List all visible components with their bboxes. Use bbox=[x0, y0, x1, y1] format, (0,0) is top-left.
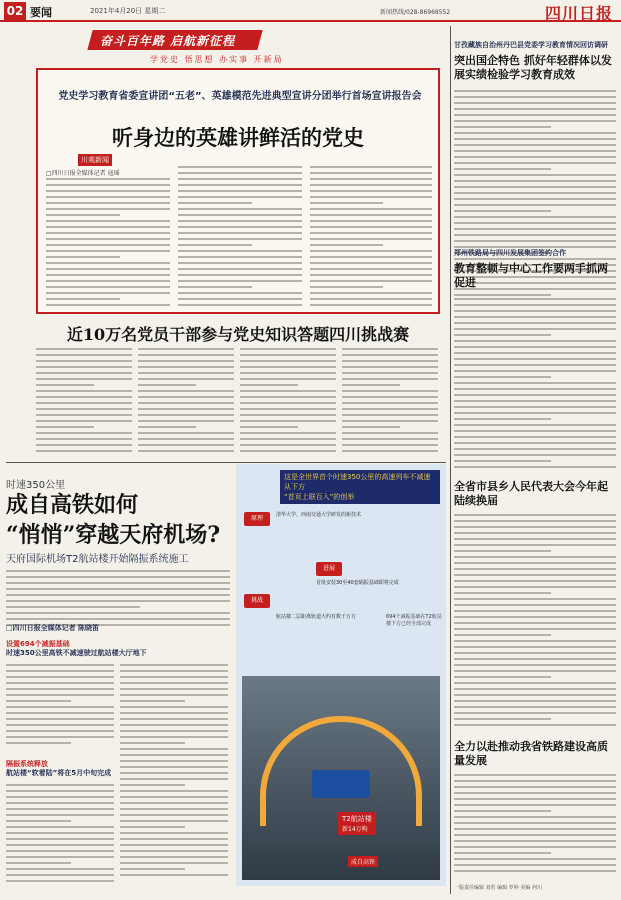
editor-credits: 一版责任编辑 刘若 编辑 罗婷 美编 何川 bbox=[454, 885, 542, 891]
second-body-col-3 bbox=[240, 348, 336, 456]
feature-tag: 川观新闻 bbox=[78, 154, 112, 166]
right-story-2-body bbox=[454, 298, 616, 472]
masthead bbox=[0, 0, 621, 22]
right-story-2-kicker: 郑州铁路局与四川发展集团签约合作 bbox=[454, 249, 566, 257]
lower-headline-line-2: “悄悄”穿越天府机场? bbox=[6, 522, 221, 548]
dateline: 2021年4月20日 星期二 bbox=[90, 7, 166, 15]
infographic-side-caption: 694个减振基础在T2航站楼下方已经全部完成 bbox=[386, 614, 442, 627]
node-challenge-text: 航站楼二层距离轨道大约有数千万方 bbox=[276, 614, 357, 620]
feature-kicker: 党史学习教育省委宣讲团“五老”、英雄模范先进典型宣讲分团举行首场宣讲报告会 bbox=[58, 91, 422, 102]
newspaper-logo: 四川日报 bbox=[544, 4, 613, 23]
infographic-banner: 这是全世界首个时速350公里的高速列车不减速从下方 “首页上联百入”的创举 bbox=[280, 470, 440, 504]
subhead-2: 隔振系统释放 航站楼“软着陆”将在5月中旬完成 bbox=[6, 760, 112, 777]
subhead-1: 设置694个减振基础 时速350公里高铁不减速驶过航站楼大厅地下 bbox=[6, 640, 147, 657]
right-story-4-body bbox=[454, 774, 616, 876]
feature-body-col-1 bbox=[46, 178, 170, 310]
right-story-3-body bbox=[454, 514, 616, 730]
lower-body-col-2 bbox=[120, 664, 228, 880]
lower-subheadline: 天府国际机场T2航站楼开始隔振系统施工 bbox=[6, 554, 189, 565]
photo-caption-tag: 成自高铁 bbox=[348, 856, 378, 867]
feature-byline: □四川日报全媒体记者 寇瑶 bbox=[46, 170, 120, 177]
node-progress: 进展 bbox=[316, 562, 342, 576]
node-progress-text: 首批安装30至40套隔振基础即将完成 bbox=[316, 580, 399, 586]
terminal-label: T2航站楼 新14万构 bbox=[338, 812, 376, 835]
second-body-col-1 bbox=[36, 348, 132, 456]
feature-body-col-3 bbox=[310, 166, 432, 310]
right-story-2-headline: 教育整顿与中心工作要两手抓两促进 bbox=[454, 262, 608, 289]
lower-body-col-3 bbox=[6, 784, 114, 886]
hotline: 新闻热线/028-86968552 bbox=[380, 9, 451, 16]
node-principle-text: 清华大学、西南交通大学研发的新技术 bbox=[276, 512, 362, 518]
section-label: 要闻 bbox=[30, 6, 52, 19]
second-headline: 近10万名党员干部参与党史知识答题四川挑战赛 bbox=[66, 325, 410, 344]
lower-byline: □四川日报全媒体记者 陈晓笛 bbox=[6, 624, 100, 632]
right-story-1-kicker: 甘孜藏族自治州丹巴县党委学习教育情况回访调研 bbox=[454, 41, 608, 49]
node-principle: 原理 bbox=[244, 512, 270, 526]
feature-headline: 听身边的英雄讲鲜活的党史 bbox=[112, 125, 364, 150]
feature-body-col-2 bbox=[178, 166, 302, 310]
node-challenge: 挑战 bbox=[244, 594, 270, 608]
lower-headline-line-1: 成自高铁如何 bbox=[6, 492, 139, 518]
section-divider bbox=[6, 462, 446, 463]
second-body-col-4 bbox=[342, 348, 438, 456]
right-story-4-headline: 全力以赴推动我省铁路建设高质量发展 bbox=[454, 740, 608, 767]
tunnel-illustration bbox=[242, 676, 440, 880]
page-number: 02 bbox=[4, 2, 26, 20]
right-story-3-headline: 全省市县乡人民代表大会今年起陆续换届 bbox=[454, 480, 608, 507]
lower-lead-paragraph bbox=[6, 570, 230, 630]
lower-story-kicker: 时速350公里 bbox=[6, 480, 66, 491]
second-body-col-2 bbox=[138, 348, 234, 456]
boring-machine-shape bbox=[312, 770, 370, 798]
feature-story-box bbox=[36, 68, 440, 314]
series-banner-subtitle: 学党史 悟思想 办实事 开新局 bbox=[150, 55, 284, 64]
infographic bbox=[236, 464, 446, 886]
series-banner-text: 奋斗百年路 启航新征程 bbox=[100, 34, 236, 48]
column-divider bbox=[450, 26, 451, 894]
lower-body-col-1 bbox=[6, 664, 114, 748]
right-story-1-headline: 突出国企特色 抓好年轻群体以发展实绩检验学习教育成效 bbox=[454, 54, 612, 81]
